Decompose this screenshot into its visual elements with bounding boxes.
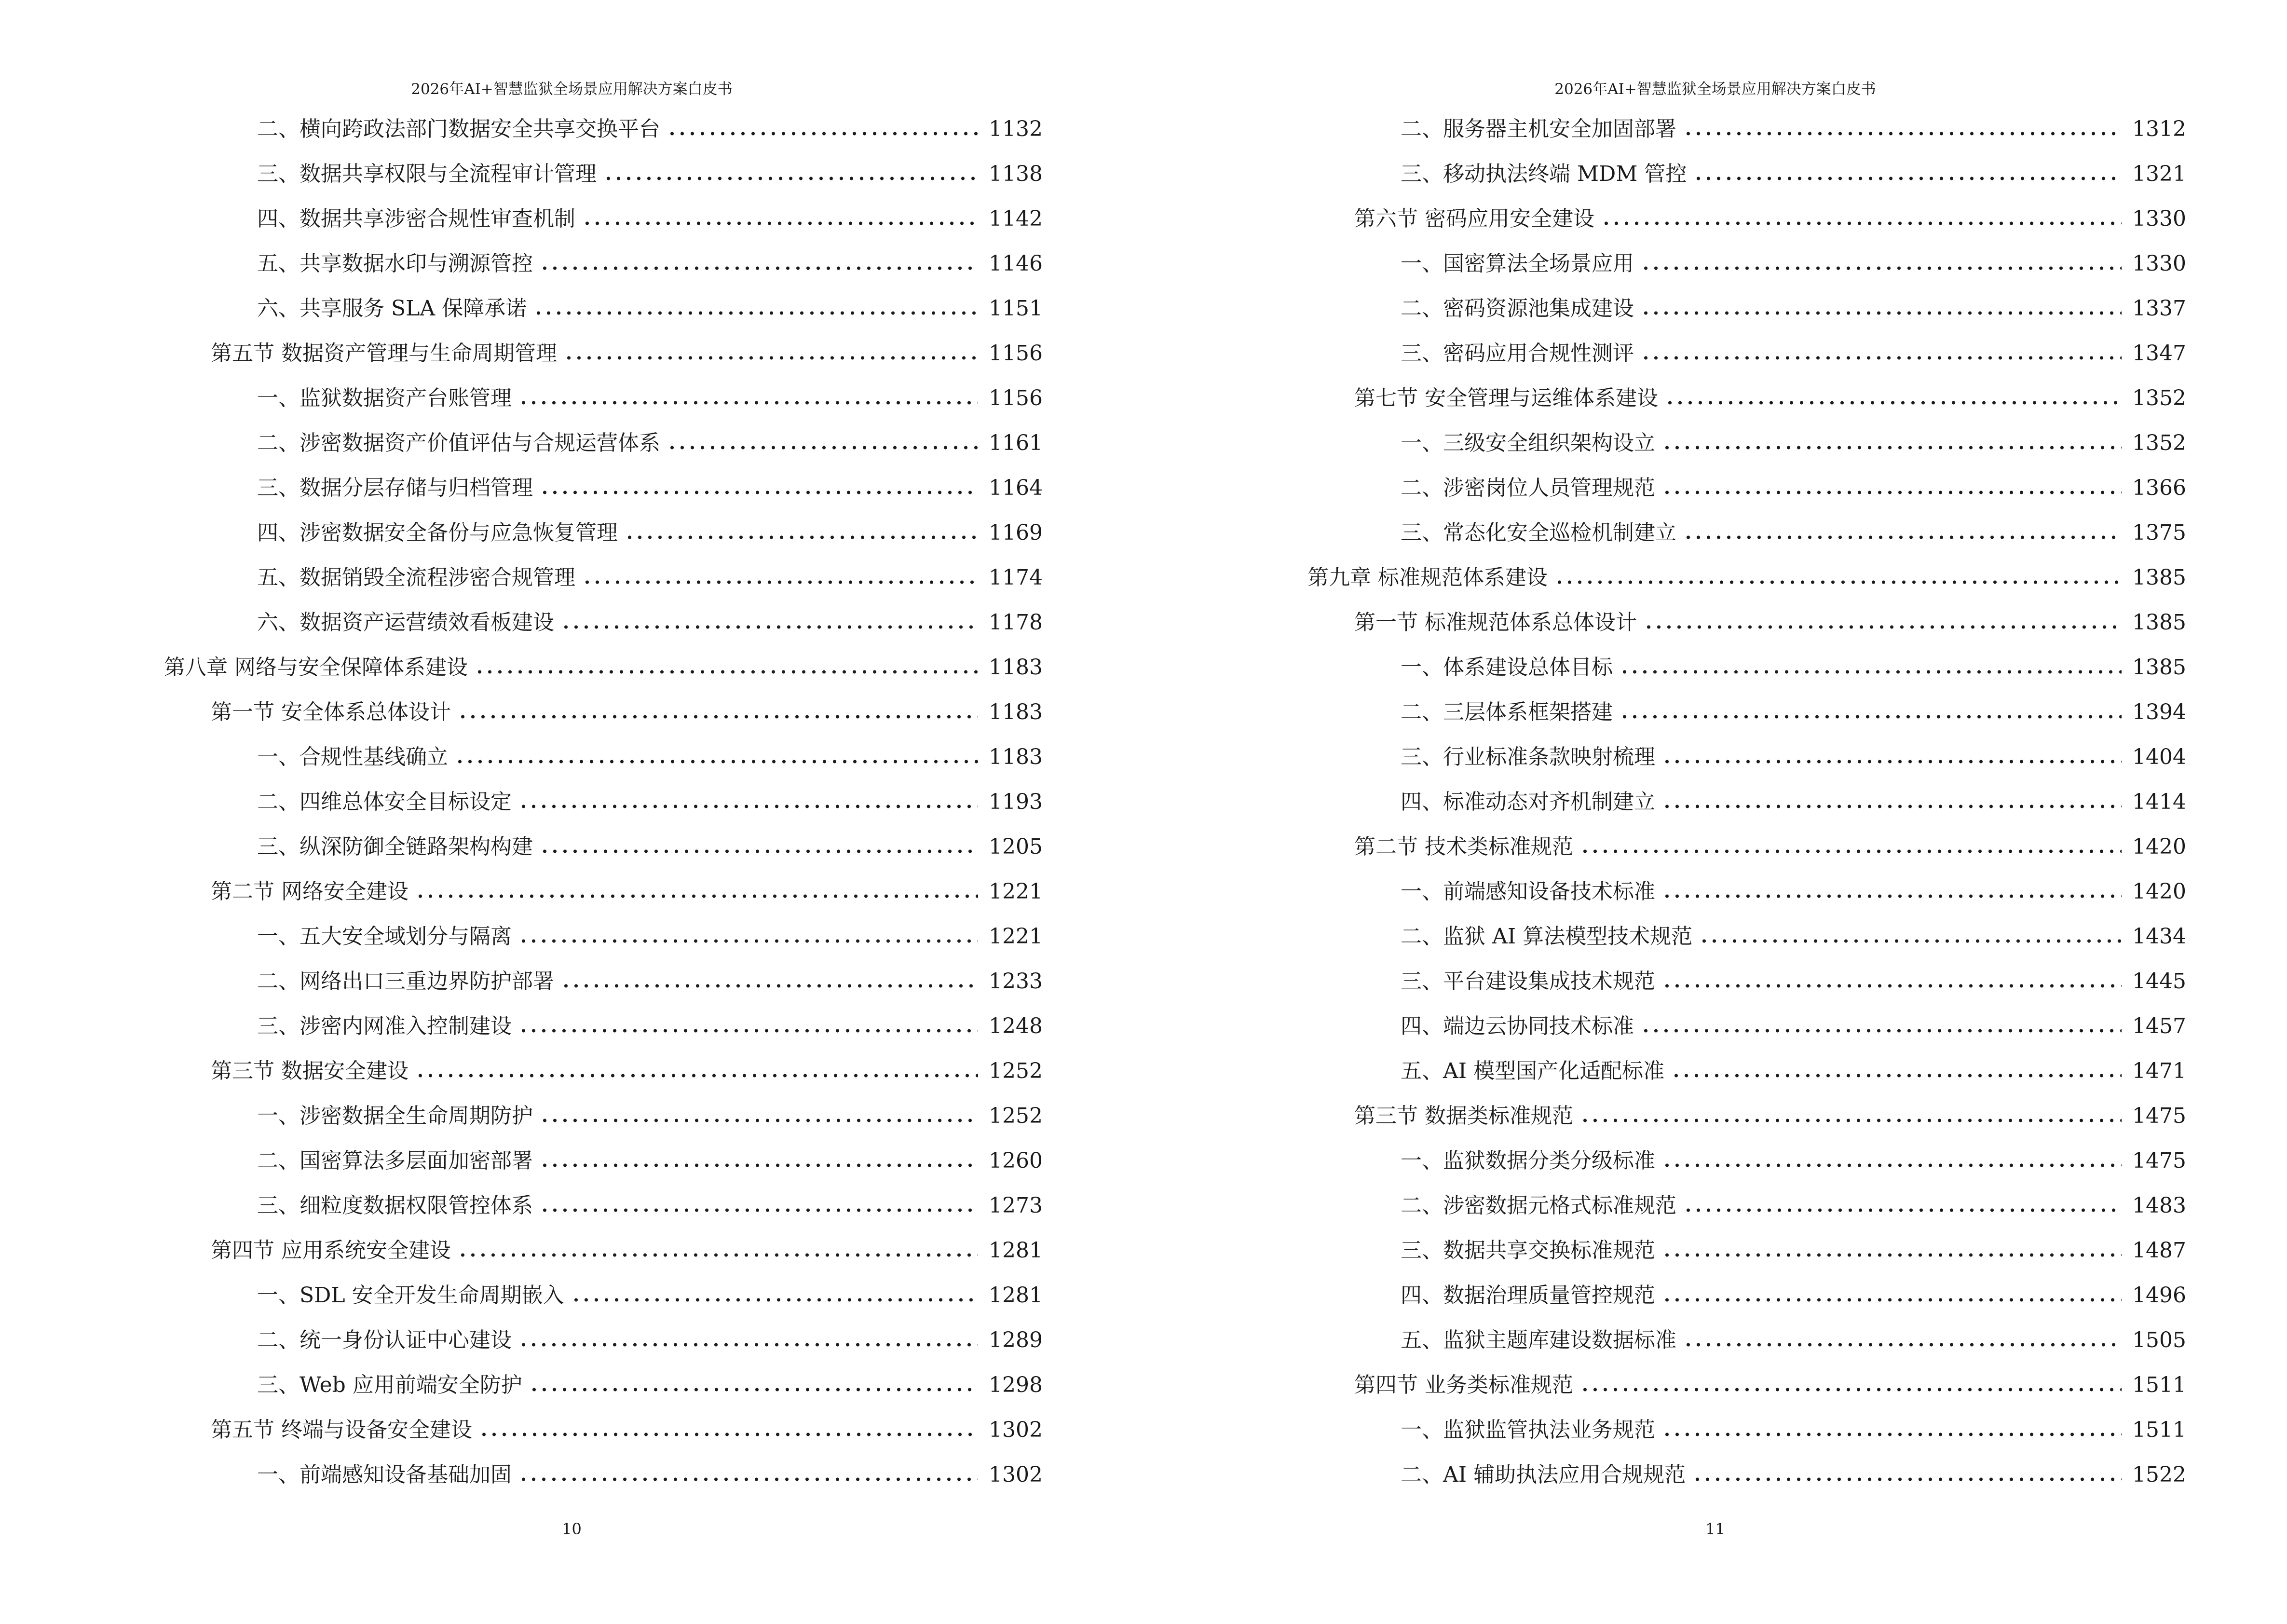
toc-entry-title: 第二节 网络安全建设 [211,879,408,904]
toc-entry [257,1281,1043,1310]
toc-entry-page: 1183 [989,745,1043,769]
toc-entry-page: 1252 [989,1104,1043,1128]
toc-entry [1401,160,2186,189]
toc-entry-page: 1330 [2132,251,2186,276]
toc-entry-title: 一、前端感知设备基础加固 [257,1462,512,1487]
toc-entry [1401,1460,2186,1489]
toc-entry-title: 三、纵深防御全链路架构构建 [257,834,533,859]
dot-leader [540,836,978,865]
toc-entry-page: 1511 [2132,1418,2186,1442]
dot-leader [533,298,978,327]
toc-entry [257,1146,1043,1175]
dot-leader [540,1150,978,1179]
toc-entry [1401,788,2186,817]
toc-entry [257,1460,1043,1489]
toc-entry-page: 1164 [989,476,1043,500]
toc-entry [257,160,1043,189]
page-right [1144,0,2287,1624]
toc-entry [257,1102,1043,1131]
dot-leader [1641,1015,2122,1044]
toc-entry-title: 二、统一身份认证中心建设 [257,1328,512,1352]
toc-entry-page: 1289 [989,1328,1043,1352]
toc-entry [211,698,1043,727]
toc-entry-page: 1146 [989,251,1043,276]
toc-entry-page: 1321 [2132,162,2186,186]
toc-entry-title: 第五节 终端与设备安全建设 [211,1418,472,1442]
toc-entry-page: 1475 [2132,1104,2186,1128]
dot-leader [518,926,978,955]
toc-entry [211,1057,1043,1086]
toc-entry [1401,429,2186,458]
dot-leader [415,1060,978,1089]
toc-entry-page: 1183 [989,700,1043,724]
toc-entry-title: 二、AI 辅助执法应用合规规范 [1401,1462,1686,1487]
toc-entry-title: 一、监狱数据资产台账管理 [257,386,512,410]
dot-leader [540,1195,978,1224]
toc-entry [257,832,1043,861]
dot-leader [1662,1284,2122,1313]
toc-entry-title: 第八章 网络与安全保障体系建设 [164,655,468,680]
dot-leader [571,1284,978,1313]
toc-entry [257,474,1043,503]
toc-entry-page: 1233 [989,969,1043,994]
running-header: 2026年AI+智慧监狱全场景应用解决方案白皮书 [1554,81,1876,98]
toc-entry-title: 三、Web 应用前端安全防护 [257,1373,522,1397]
toc-entry-title: 三、细粒度数据权限管控体系 [257,1193,533,1218]
toc-entry-page: 1352 [2132,386,2186,410]
dot-leader [518,1464,978,1493]
dot-leader [458,1240,978,1269]
toc-entry-title: 第六节 密码应用安全建设 [1354,206,1594,231]
toc-entry-title: 第二节 技术类标准规范 [1354,834,1573,859]
dot-leader [1580,1374,2122,1403]
toc-entry [257,1012,1043,1041]
dot-leader [1662,970,2122,999]
toc-entry-page: 1487 [2132,1238,2186,1263]
toc-entry-title: 第九章 标准规范体系建设 [1307,565,1548,590]
dot-leader [540,1105,978,1134]
toc-entry-page: 1352 [2132,431,2186,455]
dot-leader [1554,567,2122,596]
dot-leader [1580,1105,2122,1134]
dot-leader [625,522,978,551]
dot-leader [1580,836,2122,865]
toc-entry [1401,1326,2186,1355]
toc-entry-page: 1385 [2132,655,2186,680]
toc-entry [1401,743,2186,772]
toc-entry-page: 1178 [989,610,1043,635]
dot-leader [561,612,978,641]
toc-entry-page: 1156 [989,341,1043,366]
dot-leader [540,253,978,282]
toc-entry [1401,1281,2186,1310]
toc-entry-title: 第三节 数据类标准规范 [1354,1104,1573,1128]
toc-entry [1401,474,2186,503]
toc-entry-title: 第四节 业务类标准规范 [1354,1373,1573,1397]
toc-entry-page: 1420 [2132,834,2186,859]
toc-entry-title: 二、四维总体安全目标设定 [257,790,512,814]
dot-leader [1662,477,2122,506]
toc-entry-page: 1394 [2132,700,2186,724]
toc-entry-page: 1142 [989,206,1043,231]
toc-entry-title: 四、涉密数据安全备份与应急恢复管理 [257,520,618,545]
toc-entry-page: 1156 [989,386,1043,410]
toc-entry [1401,877,2186,906]
toc-entry [1401,249,2186,278]
dot-leader [1692,1464,2122,1493]
toc-entry-page: 1252 [989,1059,1043,1083]
toc-entry-title: 二、监狱 AI 算法模型技术规范 [1401,924,1693,949]
dot-leader [529,1374,978,1403]
toc-entry-page: 1471 [2132,1059,2186,1083]
toc-entry [1354,1102,2186,1131]
toc-entry [1401,519,2186,547]
toc-entry-page: 1522 [2132,1462,2186,1487]
toc-entry-title: 三、平台建设集成技术规范 [1401,969,1655,994]
page-number: 11 [1705,1520,1725,1538]
toc-entry-title: 四、数据共享涉密合规性审查机制 [257,206,575,231]
toc-entry [1401,339,2186,368]
toc-entry-page: 1375 [2132,520,2186,545]
toc-entry-title: 二、国密算法多层面加密部署 [257,1148,533,1173]
toc-entry-page: 1151 [989,296,1043,321]
toc-entry-page: 1385 [2132,565,2186,590]
dot-leader [1665,387,2122,416]
dot-leader [1641,342,2122,371]
toc-entry-title: 三、常态化安全巡检机制建立 [1401,520,1676,545]
toc-entry-page: 1169 [989,520,1043,545]
toc-entry [1354,205,2186,233]
toc-entry-title: 三、涉密内网准入控制建设 [257,1014,512,1038]
dot-leader [1620,656,2122,685]
toc-entry [257,1326,1043,1355]
toc-entry-title: 二、涉密数据元格式标准规范 [1401,1193,1676,1218]
dot-leader [1693,163,2122,192]
dot-leader [667,432,978,461]
dot-leader [415,881,978,910]
toc-entry-page: 1248 [989,1014,1043,1038]
toc-entry-title: 二、涉密数据资产价值评估与合规运营体系 [257,431,660,455]
toc-entry-title: 三、移动执法终端 MDM 管控 [1401,162,1687,186]
toc-entry [1354,384,2186,413]
toc-entry-title: 五、AI 模型国产化适配标准 [1401,1059,1665,1083]
toc-entry-page: 1505 [2132,1328,2186,1352]
toc-entry [257,115,1043,144]
dot-leader [518,791,978,820]
toc-entry-title: 三、数据共享交换标准规范 [1401,1238,1655,1263]
toc-entry-page: 1281 [989,1283,1043,1308]
toc-entry-title: 五、监狱主题库建设数据标准 [1401,1328,1676,1352]
toc-entry [1401,1416,2186,1445]
page-number: 10 [562,1520,582,1538]
toc-entry-title: 一、国密算法全场景应用 [1401,251,1634,276]
toc-entry-title: 一、监狱数据分类分级标准 [1401,1148,1655,1173]
toc-entry-page: 1302 [989,1462,1043,1487]
dot-leader [582,567,978,596]
toc-entry-title: 四、标准动态对齐机制建立 [1401,790,1655,814]
toc-entry [211,1236,1043,1265]
toc-entry-title: 三、密码应用合规性测评 [1401,341,1634,366]
toc-entry [1354,832,2186,861]
toc-entry-title: 三、行业标准条款映射梳理 [1401,745,1655,769]
toc-entry-page: 1483 [2132,1193,2186,1218]
toc-entry-page: 1420 [2132,879,2186,904]
dot-leader [1601,208,2122,237]
toc-entry-title: 第三节 数据安全建设 [211,1059,408,1083]
toc-entry-title: 第四节 应用系统安全建设 [211,1238,451,1263]
dot-leader [458,701,978,730]
toc-entry-page: 1347 [2132,341,2186,366]
toc-entry-page: 1511 [2132,1373,2186,1397]
toc-entry [257,384,1043,413]
toc-entry-title: 一、合规性基线确立 [257,745,448,769]
toc-entry [1401,1191,2186,1220]
dot-leader [540,477,978,506]
toc-entry-title: 二、三层体系框架搭建 [1401,700,1613,724]
toc-entry-page: 1221 [989,924,1043,949]
dot-leader [1641,253,2122,282]
toc-entry-page: 1193 [989,790,1043,814]
toc-entry [1401,698,2186,727]
dot-leader [1662,746,2122,775]
toc-entry-page: 1221 [989,879,1043,904]
dot-leader [1671,1060,2122,1089]
toc-entry-page: 1385 [2132,610,2186,635]
toc-entry-page: 1404 [2132,745,2186,769]
toc-entry [1401,1236,2186,1265]
dot-leader [1683,1329,2122,1358]
toc-entry-title: 三、数据分层存储与归档管理 [257,476,533,500]
dot-leader [582,208,978,237]
dot-leader [479,1419,978,1448]
toc-entry-title: 一、SDL 安全开发生命周期嵌入 [257,1283,564,1308]
toc-entry-title: 一、三级安全组织架构设立 [1401,431,1655,455]
toc-entry [1401,1057,2186,1086]
toc-entry-page: 1183 [989,655,1043,680]
toc-entry-page: 1174 [989,565,1043,590]
dot-leader [564,342,978,371]
dot-leader [1620,701,2122,730]
toc-entry [257,743,1043,772]
toc-entry-title: 一、五大安全域划分与隔离 [257,924,512,949]
toc-entry [257,1371,1043,1400]
toc-entry [257,563,1043,592]
dot-leader [518,1015,978,1044]
toc-entry [257,788,1043,817]
dot-leader [603,163,978,192]
dot-leader [1662,432,2122,461]
dot-leader [667,118,978,147]
toc-entry-title: 第五节 数据资产管理与生命周期管理 [211,341,557,366]
toc-entry-page: 1366 [2132,476,2186,500]
toc-entry-title: 第一节 标准规范体系总体设计 [1354,610,1637,635]
dot-leader [1641,298,2122,327]
toc-entry-title: 六、共享服务 SLA 保障承诺 [257,296,527,321]
dot-leader [1683,522,2122,551]
toc-entry [211,877,1043,906]
dot-leader [1662,1240,2122,1269]
toc-entry [257,249,1043,278]
toc-entry [164,653,1043,682]
toc-entry [1401,294,2186,323]
toc-entry-title: 一、体系建设总体目标 [1401,655,1613,680]
toc-entry-title: 第七节 安全管理与运维体系建设 [1354,386,1658,410]
toc-entry [257,1191,1043,1220]
dot-leader [1683,118,2122,147]
toc-entry-page: 1281 [989,1238,1043,1263]
toc-entry [1401,653,2186,682]
toc-entry-page: 1205 [989,834,1043,859]
dot-leader [1662,791,2122,820]
toc-entry-page: 1138 [989,162,1043,186]
toc-entry [257,967,1043,996]
toc-entry-title: 一、前端感知设备技术标准 [1401,879,1655,904]
toc-entry-title: 二、服务器主机安全加固部署 [1401,117,1676,141]
toc-entry-page: 1132 [989,117,1043,141]
toc-entry-title: 三、数据共享权限与全流程审计管理 [257,162,597,186]
toc-entry [1354,1371,2186,1400]
toc-entry [1307,563,2186,592]
toc-entry-title: 四、数据治理质量管控规范 [1401,1283,1655,1308]
toc-entry-page: 1273 [989,1193,1043,1218]
toc-entry-page: 1457 [2132,1014,2186,1038]
toc-entry-page: 1434 [2132,924,2186,949]
dot-leader [475,656,978,685]
toc-entry-page: 1475 [2132,1148,2186,1173]
dot-leader [1662,1419,2122,1448]
dot-leader [1699,926,2122,955]
dot-leader [518,1329,978,1358]
toc-entry [257,429,1043,458]
dot-leader [1662,881,2122,910]
toc-entry-title: 一、涉密数据全生命周期防护 [257,1104,533,1128]
toc-entry-title: 五、共享数据水印与溯源管控 [257,251,533,276]
toc-entry-title: 第一节 安全体系总体设计 [211,700,451,724]
toc-entry [1401,922,2186,951]
toc-entry [1401,115,2186,144]
toc-entry [1401,1012,2186,1041]
toc-entry [1401,967,2186,996]
dot-leader [1662,1150,2122,1179]
toc-entry-page: 1312 [2132,117,2186,141]
toc-entry-page: 1260 [989,1148,1043,1173]
toc-entry-page: 1414 [2132,790,2186,814]
toc-entry [257,519,1043,547]
toc-entry-title: 二、横向跨政法部门数据安全共享交换平台 [257,117,660,141]
toc-entry-page: 1330 [2132,206,2186,231]
running-header: 2026年AI+智慧监狱全场景应用解决方案白皮书 [411,81,733,98]
toc-entry [211,339,1043,368]
toc-entry [257,294,1043,323]
toc-entry-page: 1161 [989,431,1043,455]
toc-entry [257,205,1043,233]
toc-entry [257,922,1043,951]
toc-entry-title: 四、端边云协同技术标准 [1401,1014,1634,1038]
toc-entry [1354,608,2186,637]
toc-entry-title: 五、数据销毁全流程涉密合规管理 [257,565,575,590]
toc-entry-title: 二、涉密岗位人员管理规范 [1401,476,1655,500]
toc-entry-title: 二、密码资源池集成建设 [1401,296,1634,321]
toc-entry [257,608,1043,637]
dot-leader [1683,1195,2122,1224]
dot-leader [561,970,978,999]
toc-entry-page: 1337 [2132,296,2186,321]
toc-entry-page: 1302 [989,1418,1043,1442]
dot-leader [518,387,978,416]
dot-leader [455,746,978,775]
toc-entry [211,1416,1043,1445]
toc-entry-page: 1298 [989,1373,1043,1397]
toc-entry-title: 一、监狱监管执法业务规范 [1401,1418,1655,1442]
toc-entry-page: 1496 [2132,1283,2186,1308]
toc-entry-page: 1445 [2132,969,2186,994]
toc-entry-title: 二、网络出口三重边界防护部署 [257,969,554,994]
toc-entry-title: 六、数据资产运营绩效看板建设 [257,610,554,635]
dot-leader [1644,612,2122,641]
toc-entry [1401,1146,2186,1175]
